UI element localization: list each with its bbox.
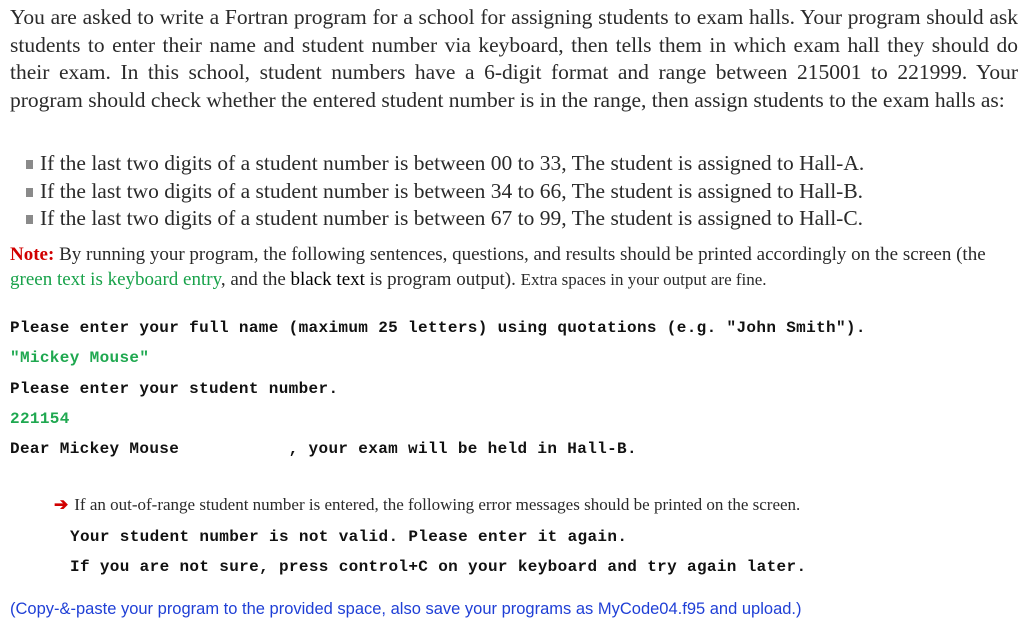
rule-text: If the last two digits of a student number is between 00 to 33, The student is assigned to Hall-A. [40, 151, 865, 175]
note-paragraph [10, 242, 1018, 292]
rule-text: If the last two digits of a student number is between 67 to 99, The student is assigned to Hall-C. [40, 206, 864, 230]
submission-instructions: (Copy-&-paste your program to the provided space, also save your programs as MyCode04.f95 and upload.) [10, 600, 802, 618]
note-black-text: black text [290, 269, 365, 290]
assignment-description: You are asked to write a Fortran program for a school for assigning students to exam halls. Your program should ask students to enter their name and student number via keyboard, then tells them in which exam hall they should do their exam. In this school, student numbers have a 6-digit format and range between 215001 to 221999. Your program should check whether the entered student number is in the range, then assign students to the exam halls as: [10, 5, 1018, 112]
error-message-line1: Your student number is not valid. Please enter it again. [70, 528, 628, 546]
square-bullet-icon [26, 188, 33, 197]
output-result: Dear Mickey Mouse , your exam will be held in Hall-B. [10, 440, 637, 458]
error-intro [54, 495, 800, 515]
output-prompt-number: Please enter your student number. [10, 380, 339, 398]
note-text: is program output). [364, 269, 521, 290]
note-label: Note: [10, 244, 55, 265]
square-bullet-icon [26, 215, 33, 224]
square-bullet-icon [26, 160, 33, 169]
input-name: "Mickey Mouse" [10, 349, 150, 367]
rule-text: If the last two digits of a student number is between 34 to 66, The student is assigned to Hall-B. [40, 178, 864, 203]
list-item [26, 150, 864, 178]
note-text: By running your program, the following sentences, questions, and results should be printed accordingly on the screen (the [54, 244, 986, 265]
note-green-text: green text is keyboard entry [10, 269, 221, 290]
right-arrow-icon: ➔ [54, 495, 69, 514]
note-extra-spaces: Extra spaces in your output are fine. [520, 270, 767, 289]
error-message-line2: If you are not sure, press control+C on your keyboard and try again later. [70, 558, 807, 576]
error-intro-text: If an out-of-range student number is entered, the following error messages should be printed on the screen. [74, 495, 801, 514]
list-item [26, 205, 864, 233]
note-text: , and the [220, 269, 291, 290]
output-prompt-name: Please enter your full name (maximum 25 letters) using quotations (e.g. "John Smith"). [10, 319, 866, 337]
input-number: 221154 [10, 410, 70, 428]
hall-rules-list [26, 150, 864, 233]
list-item [26, 178, 864, 206]
